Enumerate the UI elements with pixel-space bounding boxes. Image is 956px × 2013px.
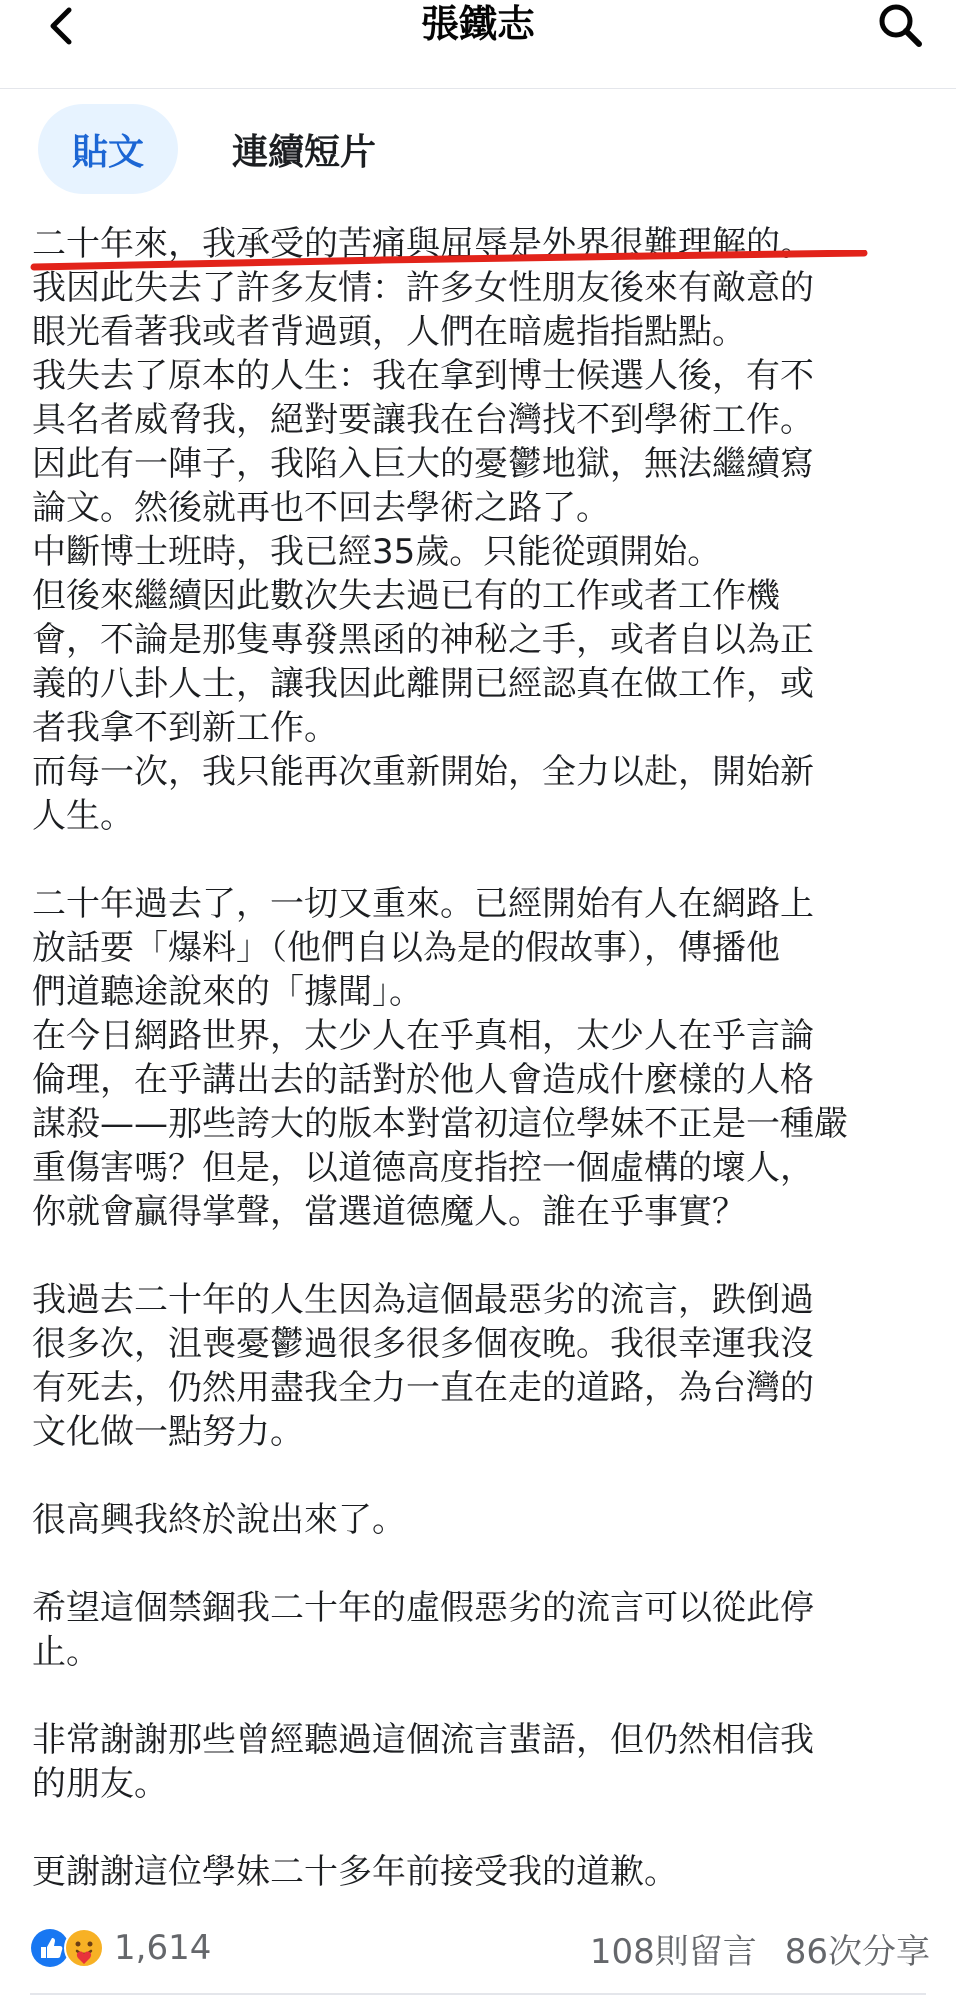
tab-reels[interactable] <box>232 104 376 194</box>
post-stats <box>590 1924 930 1973</box>
post-line: 二十年過去了，一切又重來。已經開始有人在網路上 <box>32 884 814 924</box>
paragraph-gap <box>32 1542 932 1586</box>
post-line: 止。 <box>32 1632 100 1672</box>
underlined-segment <box>32 222 780 266</box>
post-line: 會，不論是那隻專發黑函的神秘之手，或者自以為正 <box>32 620 814 660</box>
page-title: 張鐵志 <box>420 2 535 46</box>
post-line: 重傷害嗎？但是，以道德高度指控一個虛構的壞人， <box>32 1148 814 1188</box>
care-icon <box>64 1928 104 1968</box>
paragraph-gap <box>32 1234 932 1278</box>
post-line: 具名者威脅我，絕對要讓我在台灣找不到學術工作。 <box>32 400 814 440</box>
top-bar <box>0 0 956 89</box>
divider <box>30 1993 926 1995</box>
post-line: 人生。 <box>32 796 134 836</box>
post-line: 我失去了原本的人生：我在拿到博士候選人後，有不 <box>32 356 814 396</box>
post-line: 很多次，沮喪憂鬱過很多很多個夜晚。我很幸運我沒 <box>32 1324 814 1364</box>
post-line: 因此有一陣子，我陷入巨大的憂鬱地獄，無法繼續寫 <box>32 444 814 484</box>
post-line: 很高興我終於說出來了。 <box>32 1500 406 1540</box>
post-line: 你就會贏得掌聲，當選道德魔人。誰在乎事實？ <box>32 1192 746 1232</box>
reaction-icons[interactable] <box>30 1928 104 1968</box>
post-line: 者我拿不到新工作。 <box>32 708 338 748</box>
post-line: 義的八卦人士，讓我因此離開已經認真在做工作，或 <box>32 664 814 704</box>
post-line: 眼光看著我或者背過頭，人們在暗處指指點點。 <box>32 312 746 352</box>
search-icon <box>875 0 925 50</box>
post-line: 謀殺——那些誇大的版本對當初這位學妹不正是一種嚴 <box>32 1104 848 1144</box>
paragraph-gap <box>32 1674 932 1718</box>
search-button[interactable] <box>872 0 928 50</box>
paragraph-gap <box>32 838 932 882</box>
paragraph-gap <box>32 1454 932 1498</box>
tab-posts[interactable] <box>38 104 178 194</box>
post-line: 但後來繼續因此數次失去過已有的工作或者工作機 <box>32 576 780 616</box>
tab-posts-label: 貼文 <box>71 131 144 173</box>
post-line: 們道聽途說來的「據聞」。 <box>32 972 423 1012</box>
post-line: 有死去，仍然用盡我全力一直在走的道路，為台灣的 <box>32 1368 814 1408</box>
shares-count[interactable]: 86次分享 <box>784 1931 930 1972</box>
post-first-line <box>32 222 932 266</box>
reactions-bar <box>30 1920 930 1976</box>
post-first-segment: 二十年來，我承受的苦痛與屈辱是外界很難理解的 <box>32 224 780 264</box>
post-lines <box>32 266 932 1894</box>
post-line: 文化做一點努力。 <box>32 1412 304 1452</box>
post-line: 而每一次，我只能再次重新開始，全力以赴，開始新 <box>32 752 814 792</box>
post-line: 我過去二十年的人生因為這個最惡劣的流言，跌倒過 <box>32 1280 814 1320</box>
post-line: 的朋友。 <box>32 1764 168 1804</box>
reaction-count[interactable]: 1,614 <box>114 1928 212 1968</box>
profile-tabs <box>38 104 376 194</box>
post-first-suffix: 。 <box>780 224 814 264</box>
post-line: 倫理，在乎講出去的話對於他人會造成什麼樣的人格 <box>32 1060 814 1100</box>
post-body <box>32 222 932 1894</box>
post-line: 放話要「爆料」（他們自以為是的假故事），傳播他 <box>32 928 780 968</box>
post-line: 更謝謝這位學妹二十多年前接受我的道歉。 <box>32 1852 678 1892</box>
paragraph-gap <box>32 1806 932 1850</box>
post-line: 希望這個禁錮我二十年的虛假惡劣的流言可以從此停 <box>32 1588 814 1628</box>
post-line: 在今日網路世界，太少人在乎真相，太少人在乎言論 <box>32 1016 814 1056</box>
post-line: 非常謝謝那些曾經聽過這個流言蜚語，但仍然相信我 <box>32 1720 814 1760</box>
post-line: 中斷博士班時，我已經35歲。只能從頭開始。 <box>32 532 722 572</box>
tab-reels-label: 連續短片 <box>232 131 377 173</box>
post-line: 論文。然後就再也不回去學術之路了。 <box>32 488 610 528</box>
post-line: 我因此失去了許多友情：許多女性朋友後來有敵意的 <box>32 268 814 308</box>
comments-count[interactable]: 108則留言 <box>589 1931 757 1972</box>
